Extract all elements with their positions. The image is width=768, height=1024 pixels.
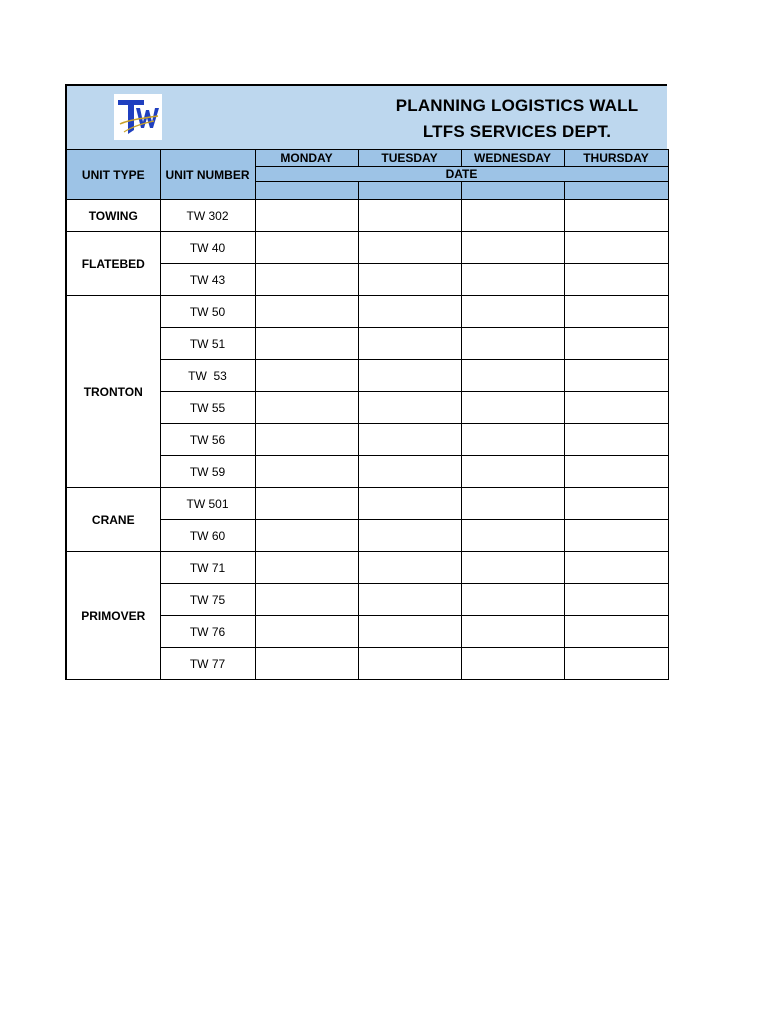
unit-number-cell: TW 75 [160, 584, 255, 616]
company-logo [114, 94, 162, 140]
schedule-cell[interactable] [358, 488, 461, 520]
schedule-cell[interactable] [358, 584, 461, 616]
schedule-cell[interactable] [564, 552, 668, 584]
schedule-cell[interactable] [255, 488, 358, 520]
schedule-cell[interactable] [461, 424, 564, 456]
schedule-cell[interactable] [358, 520, 461, 552]
schedule-cell[interactable] [564, 360, 668, 392]
schedule-table [65, 149, 669, 680]
schedule-cell[interactable] [461, 520, 564, 552]
schedule-cell[interactable] [358, 456, 461, 488]
unit-number-cell: TW 40 [160, 232, 255, 264]
schedule-cell[interactable] [255, 648, 358, 680]
unit-type-cell: CRANE [66, 488, 160, 552]
table-row [66, 200, 668, 232]
schedule-cell[interactable] [461, 360, 564, 392]
page-subtitle: LTFS SERVICES DEPT. [422, 122, 612, 141]
schedule-cell[interactable] [461, 488, 564, 520]
column-header-monday: MONDAY [255, 150, 358, 167]
unit-number-cell: TW 501 [160, 488, 255, 520]
column-header-unit-type: UNIT TYPE [66, 150, 160, 200]
schedule-cell[interactable] [461, 296, 564, 328]
schedule-cell[interactable] [564, 520, 668, 552]
unit-number-cell: TW 50 [160, 296, 255, 328]
schedule-cell[interactable] [461, 232, 564, 264]
schedule-cell[interactable] [358, 328, 461, 360]
schedule-cell[interactable] [461, 552, 564, 584]
schedule-cell[interactable] [255, 328, 358, 360]
schedule-cell[interactable] [461, 392, 564, 424]
date-cell-monday[interactable] [255, 182, 358, 200]
schedule-cell[interactable] [461, 456, 564, 488]
tw-logo-icon [114, 94, 162, 140]
unit-number-cell: TW 71 [160, 552, 255, 584]
schedule-cell[interactable] [564, 648, 668, 680]
schedule-cell[interactable] [564, 584, 668, 616]
schedule-cell[interactable] [461, 616, 564, 648]
schedule-cell[interactable] [564, 424, 668, 456]
schedule-cell[interactable] [358, 296, 461, 328]
page-title: PLANNING LOGISTICS WALL [395, 96, 639, 115]
header-band [65, 84, 667, 149]
unit-number-cell: TW 59 [160, 456, 255, 488]
unit-number-cell: TW 55 [160, 392, 255, 424]
schedule-cell[interactable] [564, 616, 668, 648]
schedule-cell[interactable] [564, 488, 668, 520]
schedule-cell[interactable] [461, 200, 564, 232]
schedule-cell[interactable] [255, 232, 358, 264]
schedule-cell[interactable] [461, 264, 564, 296]
schedule-cell[interactable] [564, 456, 668, 488]
schedule-cell[interactable] [255, 360, 358, 392]
schedule-cell[interactable] [358, 424, 461, 456]
unit-number-cell: TW 51 [160, 328, 255, 360]
table-row [66, 488, 668, 520]
unit-type-cell: TOWING [66, 200, 160, 232]
unit-number-cell: TW 56 [160, 424, 255, 456]
column-header-unit-number: UNIT NUMBER [160, 150, 255, 200]
date-label: DATE [255, 167, 668, 182]
table-row [66, 552, 668, 584]
schedule-cell[interactable] [564, 328, 668, 360]
table-row [66, 296, 668, 328]
schedule-cell[interactable] [564, 200, 668, 232]
unit-number-cell: TW 76 [160, 616, 255, 648]
column-header-wednesday: WEDNESDAY [461, 150, 564, 167]
schedule-cell[interactable] [461, 584, 564, 616]
schedule-cell[interactable] [255, 584, 358, 616]
schedule-cell[interactable] [564, 392, 668, 424]
schedule-cell[interactable] [358, 264, 461, 296]
unit-type-cell: PRIMOVER [66, 552, 160, 680]
schedule-cell[interactable] [255, 616, 358, 648]
schedule-cell[interactable] [255, 456, 358, 488]
column-header-thursday: THURSDAY [564, 150, 668, 167]
schedule-cell[interactable] [358, 616, 461, 648]
schedule-cell[interactable] [461, 328, 564, 360]
unit-type-cell: FLATEBED [66, 232, 160, 296]
schedule-cell[interactable] [358, 360, 461, 392]
schedule-cell[interactable] [564, 232, 668, 264]
schedule-cell[interactable] [358, 648, 461, 680]
date-cell-tuesday[interactable] [358, 182, 461, 200]
schedule-cell[interactable] [358, 232, 461, 264]
schedule-cell[interactable] [255, 392, 358, 424]
date-cell-wednesday[interactable] [461, 182, 564, 200]
column-header-tuesday: TUESDAY [358, 150, 461, 167]
unit-number-cell: TW 60 [160, 520, 255, 552]
schedule-cell[interactable] [564, 296, 668, 328]
unit-number-cell: TW 302 [160, 200, 255, 232]
schedule-cell[interactable] [255, 520, 358, 552]
schedule-cell[interactable] [358, 392, 461, 424]
schedule-cell[interactable] [358, 200, 461, 232]
unit-type-cell: TRONTON [66, 296, 160, 488]
schedule-cell[interactable] [255, 296, 358, 328]
unit-number-cell: TW 77 [160, 648, 255, 680]
unit-number-cell: TW 53 [160, 360, 255, 392]
schedule-cell[interactable] [461, 648, 564, 680]
schedule-cell[interactable] [358, 552, 461, 584]
schedule-cell[interactable] [564, 264, 668, 296]
unit-number-cell: TW 43 [160, 264, 255, 296]
schedule-cell[interactable] [255, 200, 358, 232]
schedule-cell[interactable] [255, 424, 358, 456]
table-row [66, 232, 668, 264]
schedule-cell[interactable] [255, 264, 358, 296]
date-cell-thursday[interactable] [564, 182, 668, 200]
schedule-cell[interactable] [255, 552, 358, 584]
